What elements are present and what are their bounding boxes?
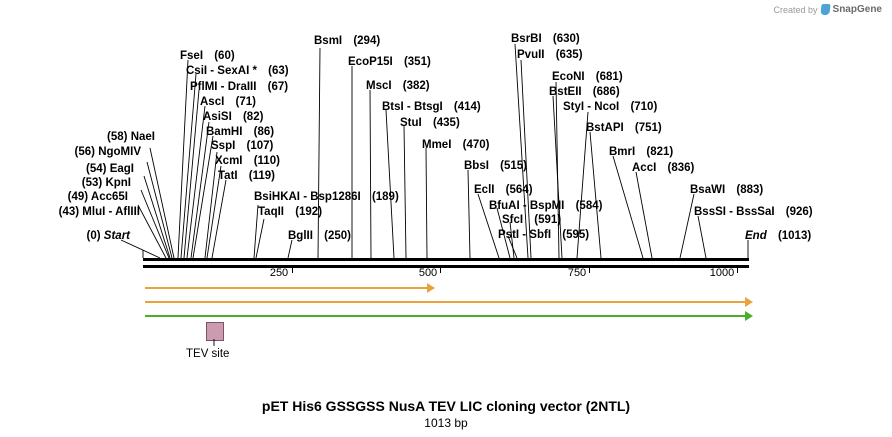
label-pos-sspi: (107) <box>246 140 274 152</box>
label-mlui-aflii[interactable] <box>0 206 140 219</box>
feature-arrow-head <box>745 297 753 307</box>
label-enzymes-sfci: SfcI <box>502 214 524 226</box>
label-pvuii[interactable] <box>517 49 583 62</box>
label-enzymes-bsteii: BstEII <box>549 86 582 98</box>
credit-prefix: Created by <box>773 4 818 15</box>
label-sspi[interactable] <box>211 140 273 153</box>
label-pos-43: (43) <box>58 206 80 218</box>
label-sfci[interactable] <box>502 214 561 227</box>
label-pos-econi: (681) <box>595 71 623 83</box>
ruler-label-250: 250 <box>269 267 289 279</box>
label-enzymes-naei: NaeI <box>130 131 155 143</box>
label-pos-ecop15i: (351) <box>403 56 431 68</box>
ruler-label-750: 750 <box>567 267 587 279</box>
tev-site-marker[interactable] <box>206 322 224 341</box>
label-pos-mmei: (470) <box>462 139 490 151</box>
label-enzymes-ngomiv: NgoMIV <box>98 146 141 158</box>
label-pos-bfuai-bspmi: (584) <box>575 200 603 212</box>
label-start[interactable] <box>0 230 130 243</box>
credit-watermark <box>774 4 883 15</box>
ruler-label-1000: 1000 <box>709 267 735 279</box>
label-pos-bstapi: (751) <box>634 122 662 134</box>
label-enzymes-bsssi-bssaqi: BssSI - BssSaI <box>694 206 775 218</box>
label-pos-bsihkai-bsp1286i: (189) <box>371 191 399 203</box>
label-enzymes-start: Start <box>103 230 130 242</box>
feature-arrow-orange-long[interactable] <box>145 297 753 307</box>
label-pos-tati: (119) <box>248 170 276 182</box>
label-bfuai-bspmi[interactable] <box>489 200 602 213</box>
feature-arrow-body <box>145 287 427 289</box>
feature-arrow-head <box>427 283 435 293</box>
label-pflmi-draiii[interactable] <box>190 81 288 94</box>
feature-arrow-head <box>745 311 753 321</box>
feature-arrow-body <box>145 315 745 317</box>
label-pos-acci: (836) <box>667 162 695 174</box>
label-bglii[interactable] <box>288 230 351 243</box>
label-kpni[interactable] <box>0 177 131 190</box>
label-pos-pvuii: (635) <box>555 49 583 61</box>
label-pos-btsi-btsqi: (414) <box>453 101 481 113</box>
label-ngomiv[interactable] <box>0 146 141 159</box>
ruler-tick-500 <box>440 266 441 273</box>
label-eagi[interactable] <box>0 163 134 176</box>
label-enzymes-ecop15i: EcoP15I <box>348 56 393 68</box>
label-pos-asci: (71) <box>235 96 256 108</box>
feature-arrow-green[interactable] <box>145 311 753 321</box>
label-enzymes-csli-sexai: CsiI - SexAI * <box>186 65 257 77</box>
label-enzymes-bsawi: BsaWI <box>690 184 726 196</box>
label-pos-bamhi: (86) <box>253 126 275 138</box>
label-enzymes-end: End <box>745 230 767 242</box>
label-xcmi[interactable] <box>215 155 280 168</box>
label-enzymes-mlui-aflii: MluI - AflIII <box>82 206 140 218</box>
label-enzymes-xcmi: XcmI <box>215 155 243 167</box>
label-bmri[interactable] <box>609 146 673 159</box>
label-pos-bsteii: (686) <box>592 86 620 98</box>
label-pos-csli-sexai: (63) <box>268 65 289 77</box>
label-pos-bglii: (250) <box>324 230 351 242</box>
label-pos-xcmi: (110) <box>253 155 280 167</box>
label-bstapi[interactable] <box>586 122 662 135</box>
label-enzymes-pvuii: PvuII <box>517 49 545 61</box>
label-enzymes-kpni: KpnI <box>105 177 131 189</box>
label-enzymes-fsei: FseI <box>180 50 204 62</box>
ruler-tick-250 <box>292 266 293 273</box>
label-enzymes-bglii: BglII <box>288 230 313 242</box>
label-psti-sbfi[interactable] <box>498 229 589 242</box>
ruler-label-500: 500 <box>418 267 438 279</box>
label-pos-acc65i: (49) <box>67 191 89 203</box>
label-enzymes-bamhi: BamHI <box>206 126 243 138</box>
label-pos-sfci: (591) <box>534 214 562 226</box>
label-pos-naei: (58) <box>107 131 128 143</box>
label-pos-fsei: (60) <box>214 50 235 62</box>
label-enzymes-psti-sbfi: PstI - SbfI <box>498 229 552 241</box>
label-pos-ngomiv: (56) <box>74 146 95 158</box>
credit-brand: SnapGene <box>832 4 882 15</box>
label-ecop15i[interactable] <box>348 56 431 69</box>
label-stui[interactable] <box>400 117 460 130</box>
label-pos-bsssi-bssaqi: (926) <box>785 206 813 218</box>
label-btsi-btsqi[interactable] <box>382 101 481 114</box>
label-enzymes-btsi-btsqi: BtsI - BtsgI <box>382 101 443 113</box>
feature-arrow-body <box>145 301 745 303</box>
sequence-backbone[interactable] <box>143 258 749 268</box>
label-pos-ecli: (564) <box>505 184 533 196</box>
label-bsawi[interactable] <box>690 184 763 197</box>
label-msci[interactable] <box>366 80 430 93</box>
feature-arrow-orange-short[interactable] <box>145 283 435 293</box>
label-pos-eagi: (54) <box>86 163 107 175</box>
label-enzymes-asisi: AsiSI <box>203 111 232 123</box>
label-pos-taqii: (192) <box>295 206 323 218</box>
label-enzymes-tati: TatI <box>218 170 238 182</box>
label-taqii[interactable] <box>258 206 322 219</box>
label-mmei[interactable] <box>422 139 489 152</box>
label-naei[interactable] <box>0 131 155 144</box>
label-enzymes-mmei: MmeI <box>422 139 452 151</box>
ruler-tick-750 <box>589 266 590 273</box>
ruler-tick-1000 <box>737 266 738 273</box>
label-enzymes-stui: StuI <box>400 117 422 129</box>
label-fsei[interactable] <box>180 50 235 63</box>
label-bsmi[interactable] <box>314 35 380 48</box>
page-title: pET His6 GSSGSS NusA TEV LIC cloning vector (2NTL) <box>261 398 631 414</box>
label-pos-bsrbi: (630) <box>552 33 580 45</box>
label-tati[interactable] <box>218 170 275 183</box>
label-enzymes-bbsi: BbsI <box>464 160 489 172</box>
tev-site-label: TEV site <box>186 348 230 360</box>
label-enzymes-acci: AccI <box>632 162 657 174</box>
label-enzymes-pflmi-draiii: PflMI - DraIII <box>190 81 257 93</box>
label-pos-psti-sbfi: (595) <box>562 229 590 241</box>
label-asci[interactable] <box>200 96 256 109</box>
label-bsihkai-bsp1286i[interactable] <box>254 191 399 204</box>
label-pos-end: (1013) <box>777 230 812 242</box>
label-enzymes-sspi: SspI <box>211 140 236 152</box>
label-enzymes-bsihkai-bsp1286i: BsiHKAI - Bsp1286I <box>254 191 361 203</box>
label-enzymes-bsmi: BsmI <box>314 35 343 47</box>
label-pos-asisi: (82) <box>242 111 264 123</box>
label-end[interactable] <box>745 230 811 243</box>
label-pos-start: (0) <box>86 230 101 242</box>
label-enzymes-msci: MscI <box>366 80 392 92</box>
label-econi[interactable] <box>552 71 623 84</box>
label-bsrbi[interactable] <box>511 33 580 46</box>
label-pos-kpni: (53) <box>81 177 103 189</box>
label-csli-sexai[interactable] <box>186 65 289 78</box>
label-pos-styi-ncoi: (710) <box>630 101 658 113</box>
label-enzymes-acc65i: Acc65I <box>90 191 128 203</box>
label-bsteii[interactable] <box>549 86 620 99</box>
label-pos-msci: (382) <box>402 80 430 92</box>
label-enzymes-bfuai-bspmi: BfuAI - BspMI <box>489 200 565 212</box>
label-pos-bsmi: (294) <box>353 35 381 47</box>
label-pos-stui: (435) <box>432 117 460 129</box>
label-enzymes-asci: AscI <box>200 96 225 108</box>
snapgene-logo-icon <box>820 4 830 15</box>
label-enzymes-bstapi: BstAPI <box>586 122 624 134</box>
label-acci[interactable] <box>632 162 694 175</box>
label-bsssi-bssaqi[interactable] <box>694 206 813 219</box>
label-enzymes-econi: EcoNI <box>552 71 585 83</box>
plasmid-length: 1013 bp <box>424 416 468 430</box>
label-pos-pflmi-draiii: (67) <box>267 81 289 93</box>
label-styi-ncoi[interactable] <box>563 101 657 114</box>
label-enzymes-styi-ncoi: StyI - NcoI <box>563 101 620 113</box>
label-acc65i[interactable] <box>0 191 128 204</box>
label-enzymes-bmri: BmrI <box>609 146 636 158</box>
label-pos-bsawi: (883) <box>736 184 764 196</box>
label-enzymes-taqii: TaqII <box>258 206 284 218</box>
label-enzymes-bsrbi: BsrBI <box>511 33 542 45</box>
label-asisi[interactable] <box>203 111 263 124</box>
label-ecli[interactable] <box>474 184 533 197</box>
label-enzymes-eagi: EagI <box>109 163 134 175</box>
label-pos-bmri: (821) <box>646 146 674 158</box>
label-bamhi[interactable] <box>206 126 274 139</box>
label-pos-bbsi: (515) <box>500 160 527 172</box>
backbone-inner <box>143 261 749 265</box>
label-bbsi[interactable] <box>464 160 527 173</box>
label-enzymes-ecli: EclI <box>474 184 495 196</box>
